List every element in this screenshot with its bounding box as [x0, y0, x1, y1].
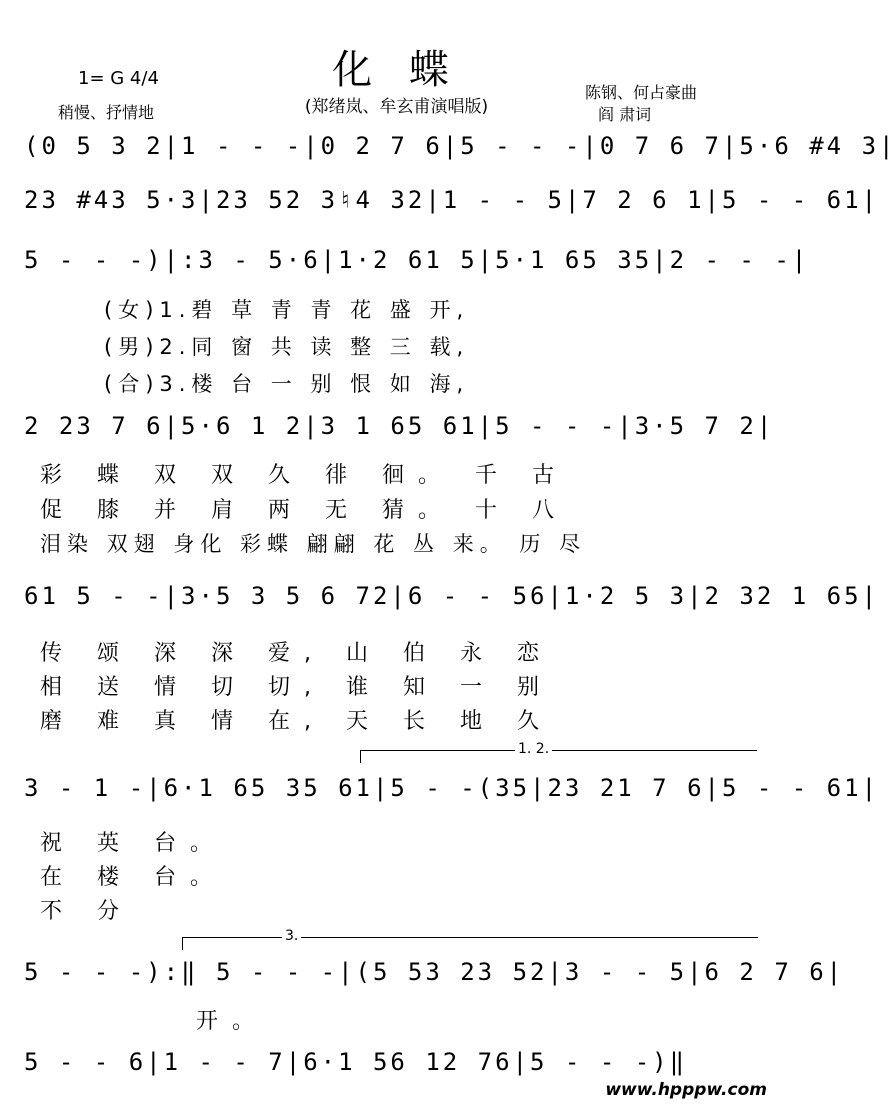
lyric-verse-1: (女)1.碧 草 青 青 花 盛 开, [104, 298, 470, 322]
score-line-2: 23 #43 5·3|23 52 3♮4 32|1 - - 5|7 2 6 1|5 - - 61| [24, 186, 880, 214]
lyric-line-3a: 传 颂 深 深 爱, 山 伯 永 恋 [40, 641, 553, 666]
volta-label-1: 1. 2. [515, 741, 552, 757]
score-line-3: 5 - - -)|:3 - 5·6|1·2 61 5|5·1 65 35|2 - - -| [24, 246, 810, 274]
title: 化 蝶 [332, 47, 461, 93]
lyric-line-3b: 相 送 情 切 切, 谁 知 一 别 [40, 675, 553, 700]
subtitle: (郑绪岚、牟玄甫演唱版) [304, 97, 489, 117]
watermark-site: www.hpppw.com [605, 1080, 767, 1100]
score-line-4: 2 23 7 6|5·6 1 2|3 1 65 61|5 - - -|3·5 7 2| [24, 412, 775, 440]
volta-bracket-1 [360, 750, 757, 763]
lyric-line-2c: 泪染 双翅 身化 彩蝶 翩翩 花 丛 来。 历 尽 [40, 532, 587, 556]
volta-bracket-2 [182, 937, 758, 950]
lyric-verse-2: (男)2.同 窗 共 读 整 三 载, [104, 335, 470, 359]
score-line-6: 3 - 1 -|6·1 65 35 61|5 - -(35|23 21 7 6|5 - - 61| [24, 774, 880, 802]
lyric-line-4c: 不 分 [40, 899, 133, 924]
score-line-1: (0 5 3 2|1 - - -|0 2 7 6|5 - - -|0 7 6 7|5·6 #4 3| [24, 132, 896, 160]
lyric-line-5: 开。 [196, 1009, 269, 1034]
lyric-line-2a: 彩 蝶 双 双 久 徘 徊。 千 古 [40, 463, 568, 488]
lyric-line-3c: 磨 难 真 情 在, 天 长 地 久 [40, 709, 553, 734]
volta-label-2: 3. [282, 928, 301, 944]
score-line-7: 5 - - -):‖ 5 - - -|(5 53 23 52|3 - - 5|6 2 7 6| [24, 958, 845, 986]
key-signature: 1= G 4/4 [78, 68, 159, 89]
score-line-8: 5 - - 6|1 - - 7|6·1 56 12 76|5 - - -)‖ [24, 1048, 688, 1076]
score-line-5: 61 5 - -|3·5 3 5 6 72|6 - - 56|1·2 5 3|2 32 1 65| [24, 582, 880, 610]
lyric-line-4a: 祝 英 台。 [40, 831, 226, 856]
tempo-marking: 稍慢、抒情地 [58, 103, 155, 122]
lyric-line-4b: 在 楼 台。 [40, 865, 226, 890]
lyricist-credit: 阎 肃词 [598, 105, 652, 124]
lyric-verse-3: (合)3.楼 台 一 别 恨 如 海, [104, 372, 470, 396]
composer-credit: 陈钢、何占豪曲 [585, 83, 698, 102]
lyric-line-2b: 促 膝 并 肩 两 无 猜。 十 八 [40, 498, 568, 523]
